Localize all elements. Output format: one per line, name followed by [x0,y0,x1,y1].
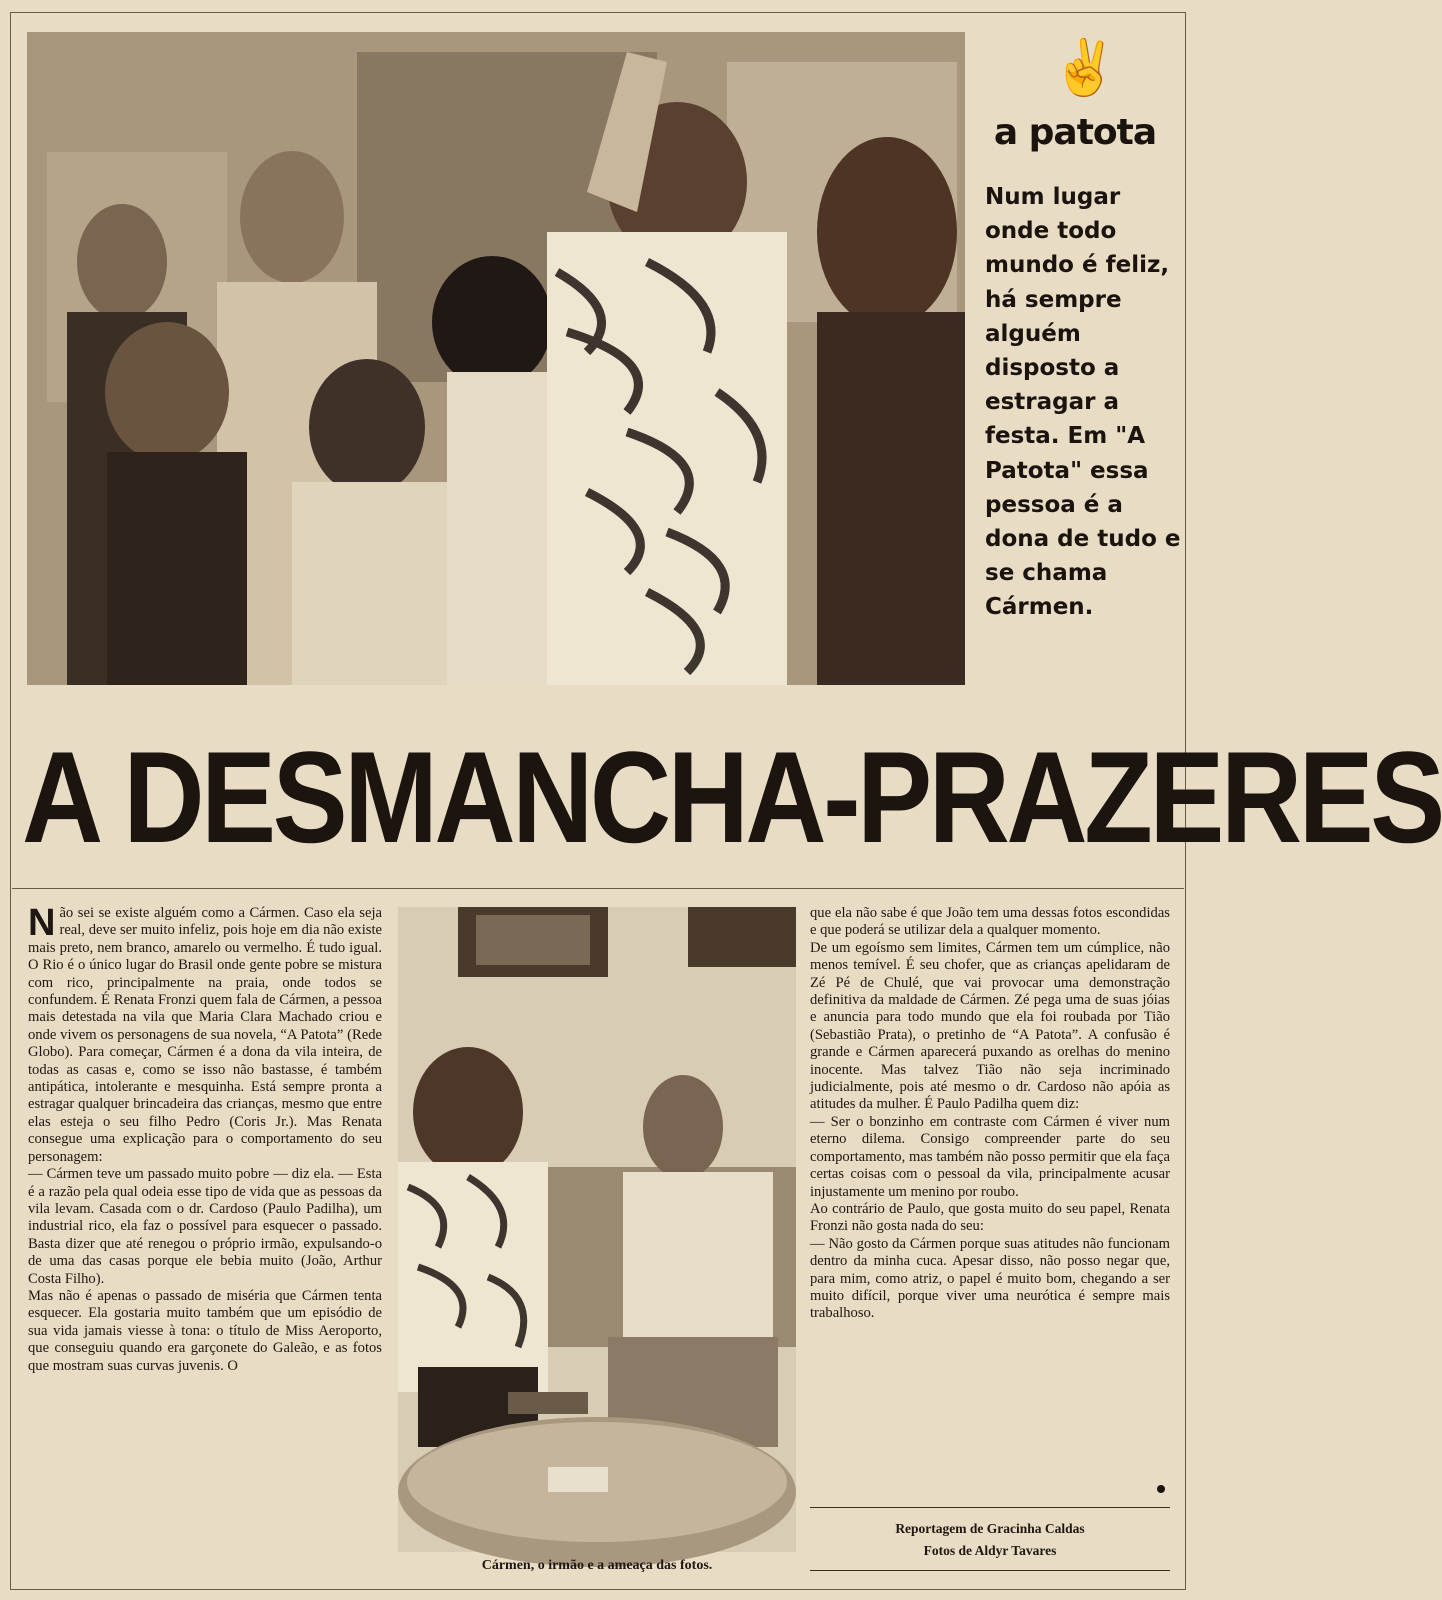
paragraph-text: ão sei se existe alguém como a Cármen. Caso ela seja real, deve ser muito infeliz, pois hoje em dia não existe mais preto, nem branco, amarelo ou vermelho. É tudo igual. O Rio é o único lugar do Brasil onde gente pobre se mistura com rico, principalmente na praia, onde todos se confundem. É Renata Fronzi quem fala de Cármen, a pessoa mais detestada na vila que Maria Clara Machado criou e onde vivem os personagens de sua novela, “A Patota” (Rede Globo). Para começar, Cármen é a dona da vila inteira, de todas as casas e, como se isso não bastasse, é também antipática, intolerante e mesquinha. Está sempre pronta a estragar qualquer brincadeira das crianças, mesmo que entre elas esteja o seu filho Pedro (Coris Jr.). Mas Renata consegue uma explicação para o comportamento do seu personagem: [28,905,382,1165]
series-logo [985,38,1165,163]
end-mark [1157,1485,1165,1493]
drop-cap: N [28,902,56,944]
logo-title: a patota [993,112,1157,153]
photo-credit: Fotos de Aldyr Tavares [923,1543,1057,1558]
article-paragraph: — Não gosto da Cármen porque suas atitudes não funcionam dentro da minha cuca. Apesar disso, não posso negar que, para mim, como atriz, o papel é muito bom, chegando a ser muito difícil, porque viver uma neurótica é sempre mais trabalhoso. [810,1235,1170,1322]
article-paragraph: Ao contrário de Paulo, que gosta muito do seu papel, Renata Fronzi não gosta nada do seu: [810,1200,1170,1235]
scene-photo-illustration [398,907,796,1552]
article-paragraph: Mas não é apenas o passado de miséria que Cármen tenta esquecer. Ela gostaria muito também que um episódio de sua vida jamais viesse à tona: o título de Miss Aeroporto, que conseguiu quando era garçonete do Galeão, e as fotos que mostram suas curvas juvenis. O [28,1287,382,1374]
credits-bottom-divider [810,1570,1170,1571]
article-paragraph: De um egoísmo sem limites, Cármen tem um cúmplice, não menos temível. É seu chofer, que as crianças apelidaram de Zé Pé de Chulé, que vai provocar uma demonstração definitiva da maldade de Cármen. Zé pega uma de suas jóias e anuncia para todo mundo que ela foi roubada por Tião (Sebastião Prata), o pretinho de “A Patota”. A confusão é grande e Cármen aparecerá puxando as orelhas do menino inocente. Mas talvez Tião não seja incriminado judicialmente, pois até mesmo o dr. Cardoso não apóia as atitudes da mulher. É Paulo Padilha quem diz: [810,939,1170,1113]
peace-hand-icon: ✌ [1051,36,1119,99]
article-paragraph: — Ser o bonzinho em contraste com Cármen é viver num eterno dilema. Consigo compreender parte do seu comportamento, mas também não posso permitir que ela faça certas coisas com o pessoal da vila, principalmente acusar injustamente um menino por roubo. [810,1113,1170,1200]
carmen-and-brother-photo [398,907,796,1552]
deck-text: Num lugar onde todo mundo é feliz, há sempre alguém disposto a estragar a festa. Em "A Patota" essa pessoa é a dona de tudo e se chama Cármen. [985,184,1181,621]
article-paragraph: — Cármen teve um passado muito pobre — diz ela. — Esta é a razão pela qual odeia esse tipo de vida que as pessoas da vila levam. Casada com o dr. Cardoso (Paulo Padilha), um industrial rico, ela faz o possível para esquecer o passado. Basta dizer que até renegou o próprio irmão, expulsando-o de uma das casas porque ele bebia muito (João, Arthur Costa Filho). [28,1166,382,1287]
article-paragraph: que ela não sabe é que João tem uma dessas fotos escondidas e que poderá se utilizar dela a qualquer momento. [810,905,1170,939]
credits [810,1518,1170,1562]
photo-caption: Cármen, o irmão e a ameaça das fotos. [481,1558,713,1573]
credits-divider [810,1507,1170,1508]
cast-group-photo [27,32,965,685]
article-left-column [28,902,382,1375]
cast-photo-illustration [27,32,965,685]
report-credit: Reportagem de Gracinha Caldas [895,1521,1085,1536]
section-divider [12,888,1184,889]
headline: A DESMANCHA-PRAZERES [22,724,1442,870]
article-paragraph [28,902,382,1166]
article-right-column [810,905,1170,1323]
